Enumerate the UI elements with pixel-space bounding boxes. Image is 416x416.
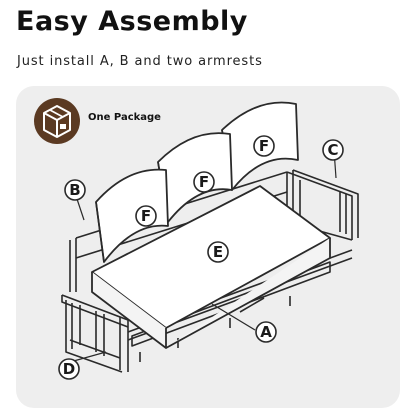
one-package-label: One Package [88,112,161,123]
package-box-icon [34,98,80,144]
part-label-c [323,140,343,160]
part-letter-b: B [69,181,81,199]
part-letter-f: F [140,207,152,225]
part-label-e [208,242,228,262]
part-label-f-3 [254,136,274,156]
part-letter-a: A [260,323,272,341]
page-subtitle: Just install A, B and two armrests [17,54,263,69]
part-label-f-1 [136,206,156,226]
part-label-a [256,322,276,342]
part-letter-f: F [258,137,270,155]
part-letter-f: F [198,173,210,191]
part-letter-e: E [212,243,224,261]
part-letter-d: D [62,360,76,378]
page-title: Easy Assembly [16,6,248,37]
part-label-f-2 [194,172,214,192]
part-label-b [65,180,85,200]
part-letter-c: C [327,141,339,159]
part-label-d [59,359,79,379]
